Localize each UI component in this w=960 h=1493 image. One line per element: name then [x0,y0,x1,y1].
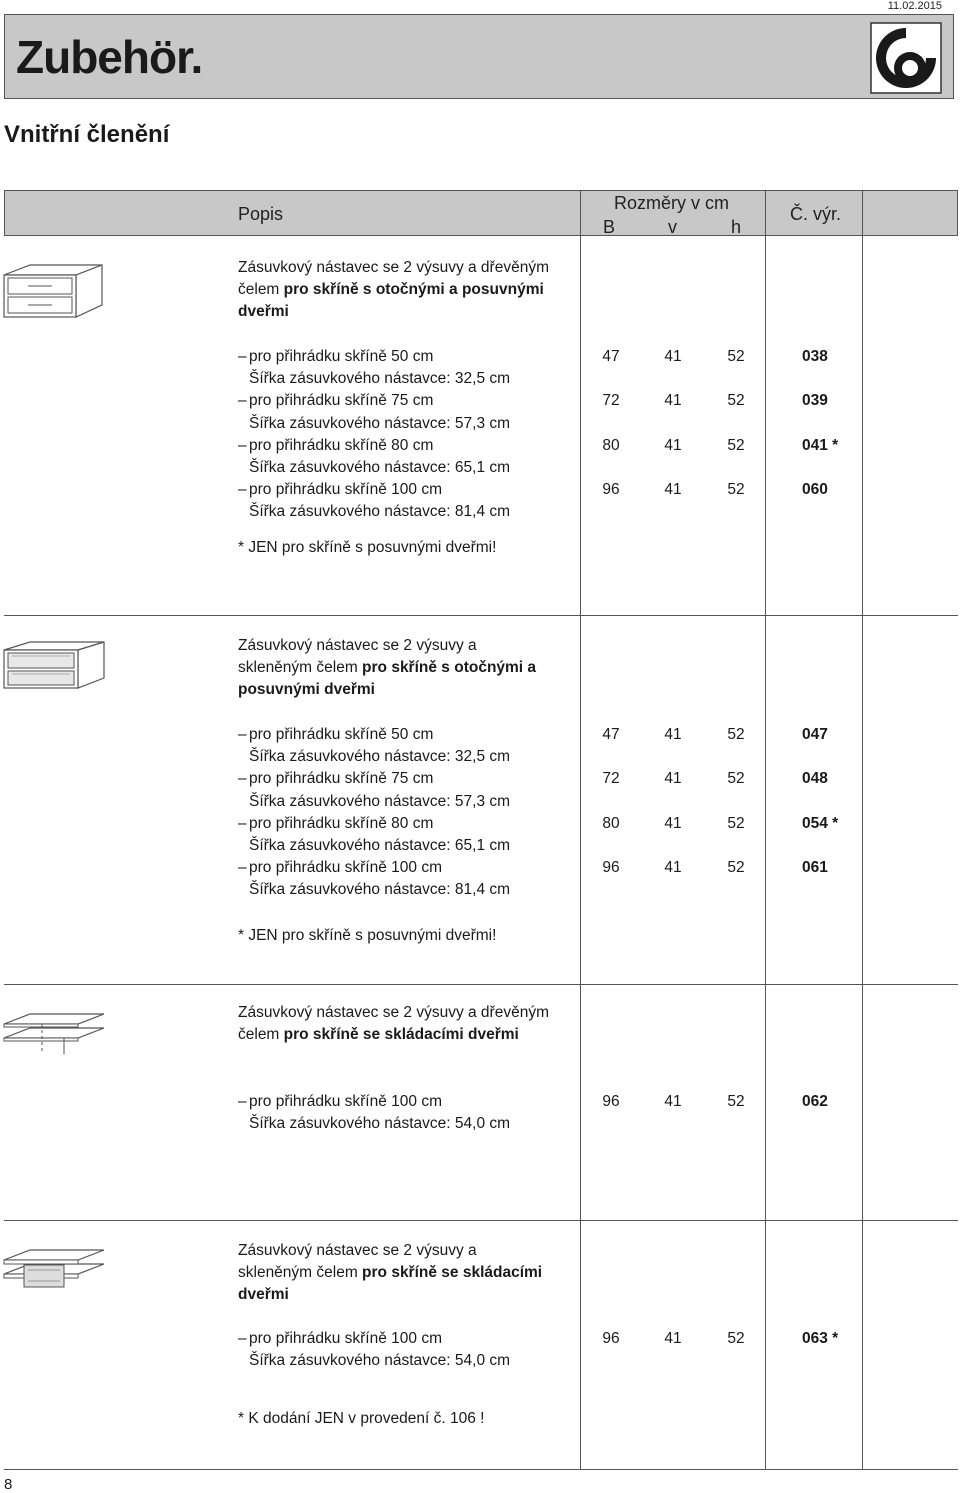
cell-b: 96 [602,1330,620,1347]
cell-code: 063 * [802,1330,839,1347]
cell-code: 039 [802,392,828,409]
cell-b: 80 [602,437,620,454]
row-width: Šířka zásuvkového nástavce: 81,4 cm [249,881,511,899]
cell-code: 060 [802,481,828,498]
cell-v: 41 [664,1093,682,1110]
cell-v: 41 [664,437,682,454]
section-4-rows [238,1328,510,1372]
description-text: skleněným čelem [238,659,363,677]
description-bold-text: pro skříně se skládacími [362,1264,543,1282]
row-width: Šířka zásuvkového nástavce: 65,1 cm [249,459,511,477]
description-line: Zásuvkový nástavec se 2 výsuvy a dřevěným [238,259,549,276]
cell-b: 72 [602,392,620,409]
description-line [238,301,549,323]
row-width: Šířka zásuvkového nástavce: 57,3 cm [249,792,511,810]
description-line [238,1024,549,1046]
row-label: – pro přihrádku skříně 100 cm [238,481,442,499]
document-date: 11.02.2015 [887,0,942,12]
section-4-description [238,1240,542,1307]
row-label-text: pro přihrádku skříně 75 cm [249,392,434,410]
row-label-text: pro přihrádku skříně 50 cm [249,348,434,365]
cell-v: 41 [664,726,682,743]
row-separator [4,615,958,616]
row-label-text: pro přihrádku skříně 80 cm [249,814,434,832]
page-title: Zubehör. [16,31,203,83]
drawer-insert-folding-wood-icon [2,1012,106,1056]
header-cislo: Č. výr. [790,204,842,224]
cell-h: 52 [727,392,745,409]
row-label-text: pro přihrádku skříně 50 cm [249,726,434,743]
row-label: – pro přihrádku skříně 80 cm [238,436,434,454]
section-subtitle: Vnitřní členění [4,121,170,148]
row-separator [4,984,958,985]
cell-b: 47 [602,348,620,365]
row-separator [4,1469,958,1470]
header-b: B [603,217,616,237]
section-1-description [238,257,549,324]
section-2-note: * JEN pro skříně s posuvnými dveřmi! [238,927,497,944]
cell-b: 96 [602,1093,620,1110]
row-label-text: pro přihrádku skříně 100 cm [249,481,442,499]
description-line [238,679,536,701]
cell-b: 47 [602,726,620,743]
cell-h: 52 [727,859,745,876]
cell-v: 41 [664,815,682,832]
row-width: Šířka zásuvkového nástavce: 32,5 cm [249,748,511,766]
cell-b: 72 [602,770,620,787]
row-width: Šířka zásuvkového nástavce: 65,1 cm [249,837,511,855]
cell-h: 52 [727,726,745,743]
row-label: – pro přihrádku skříně 50 cm [238,348,434,365]
row-label-text: pro přihrádku skříně 80 cm [249,436,434,454]
cell-h: 52 [727,815,745,832]
description-bold-text: pro skříně s otočnými a [362,659,537,677]
header-popis: Popis [238,204,284,224]
row-label: – pro přihrádku skříně 75 cm [238,770,434,788]
row-width: Šířka zásuvkového nástavce: 32,5 cm [249,370,511,388]
section-3-description [238,1002,549,1046]
description-text: čelem [238,281,284,299]
section-1-rows [238,346,510,524]
description-bold-text: pro skříně s otočnými a posuvnými [283,281,544,299]
column-divider-extra [862,190,863,1470]
row-label: – pro přihrádku skříně 100 cm [238,1330,442,1347]
row-label: – pro přihrádku skříně 75 cm [238,392,434,410]
cell-h: 52 [727,1330,745,1347]
column-divider-dimensions [580,190,581,1470]
cell-b: 96 [602,859,620,876]
row-width: Šířka zásuvkového nástavce: 54,0 cm [249,1115,511,1133]
description-bold-text: dveřmi [238,303,289,321]
cell-h: 52 [727,437,745,454]
header-v: v [668,217,677,237]
description-line [238,657,536,679]
description-line [238,1262,542,1284]
cell-h: 52 [727,1093,745,1110]
description-text: skleněným čelem [238,1264,363,1282]
description-line [238,279,549,301]
header-rozmery: Rozměry v cm [614,193,730,213]
cell-b: 96 [602,481,620,498]
cell-h: 52 [727,481,745,498]
drawer-insert-folding-glass-icon [2,1248,106,1292]
cell-code: 054 * [802,815,839,832]
cell-code: 041 * [802,437,839,454]
cell-code: 038 [802,348,828,365]
row-separator [4,1220,958,1221]
row-label-text: pro přihrádku skříně 75 cm [249,770,434,788]
cell-v: 41 [664,481,682,498]
description-bold-text: dveřmi [238,1286,289,1304]
cell-v: 41 [664,770,682,787]
cell-code: 062 [802,1093,828,1110]
cell-v: 41 [664,348,682,365]
cell-v: 41 [664,859,682,876]
section-4-note: * K dodání JEN v provedení č. 106 ! [238,1410,485,1427]
cell-v: 41 [664,1330,682,1347]
row-label-text: pro přihrádku skříně 100 cm [249,1093,442,1110]
cell-h: 52 [727,770,745,787]
column-divider-code [765,190,766,1470]
row-width: Šířka zásuvkového nástavce: 54,0 cm [249,1352,511,1370]
description-line: Zásuvkový nástavec se 2 výsuvy a dřevěným [238,1004,549,1021]
cell-b: 80 [602,815,620,832]
description-line: Zásuvkový nástavec se 2 výsuvy a [238,637,477,654]
header-h: h [731,217,742,237]
drawer-insert-wood-front-icon [2,263,104,319]
section-2-rows [238,724,510,902]
row-width: Šířka zásuvkového nástavce: 57,3 cm [249,414,511,432]
section-3-rows [238,1091,510,1135]
description-line: Zásuvkový nástavec se 2 výsuvy a [238,1242,477,1259]
drawer-insert-glass-front-icon [2,640,106,692]
description-line [238,1284,542,1306]
row-label: – pro přihrádku skříně 50 cm [238,726,434,743]
cell-code: 061 [802,859,828,876]
cell-code: 048 [802,770,828,787]
row-width: Šířka zásuvkového nástavce: 81,4 cm [249,503,511,521]
row-label-text: pro přihrádku skříně 100 cm [249,859,442,877]
row-label-text: pro přihrádku skříně 100 cm [249,1330,442,1347]
description-text: čelem [238,1026,284,1044]
page-number: 8 [4,1476,13,1493]
cell-h: 52 [727,348,745,365]
row-label: – pro přihrádku skříně 100 cm [238,1093,442,1110]
description-bold-text: posuvnými dveřmi [238,681,375,699]
section-1-note: * JEN pro skříně s posuvnými dveřmi! [238,539,497,556]
cell-v: 41 [664,392,682,409]
description-bold-text: pro skříně se skládacími dveřmi [283,1026,519,1044]
row-label: – pro přihrádku skříně 80 cm [238,814,434,832]
cell-code: 047 [802,726,828,743]
brand-logo-icon [870,22,942,94]
row-label: – pro přihrádku skříně 100 cm [238,859,442,877]
section-2-description [238,635,536,702]
